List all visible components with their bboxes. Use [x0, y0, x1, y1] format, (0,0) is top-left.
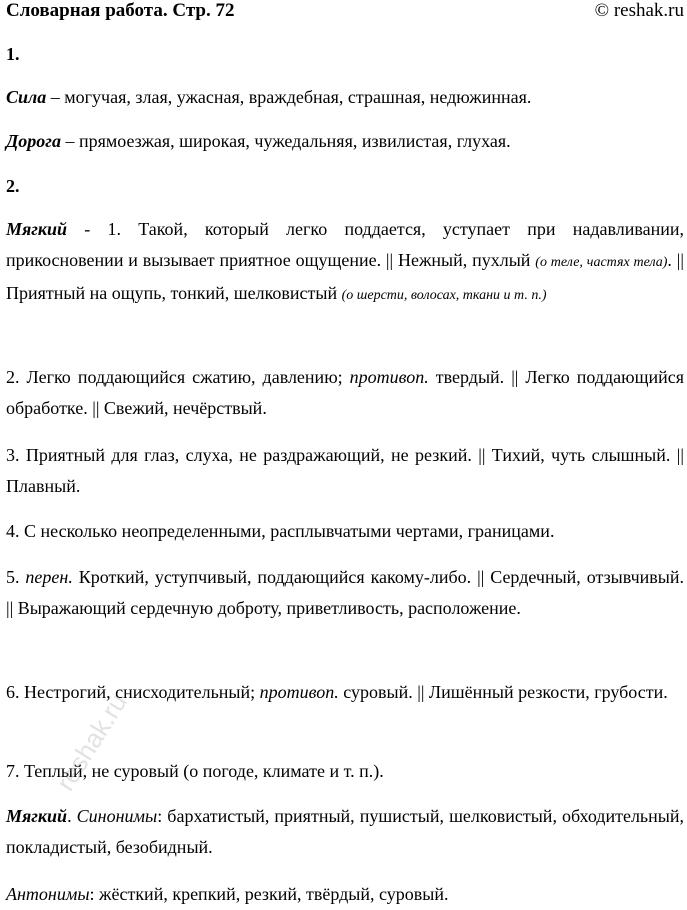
- definition-text: . || Приятный на ощупь, тонкий, шелковистый: [6, 250, 684, 303]
- definition-4: 4. С несколько неопределенными, расплывчатыми чертами, границами.: [6, 521, 555, 541]
- synonyms: [6, 801, 684, 863]
- usage-note: (о шерсти, волосах, ткани и т. п.): [341, 288, 547, 303]
- header: [6, 0, 684, 24]
- definition-sila: [6, 82, 684, 113]
- separator: .: [67, 806, 77, 826]
- watermark: reshak.ru: [50, 688, 133, 796]
- definition-5: [6, 562, 684, 624]
- term: Мягкий: [6, 219, 68, 239]
- definition-text: 6. Нестрогий, снисходительный;: [6, 682, 260, 702]
- definition-text: – прямоезжая, широкая, чужедальняя, извилистая, глухая.: [60, 131, 511, 151]
- definition-doroga: [6, 126, 684, 157]
- synonyms-label: Синонимы: [76, 806, 158, 826]
- section-1-number: 1.: [6, 44, 20, 64]
- definition-text: суровый. || Лишённый резкости, грубости.: [338, 682, 668, 702]
- definition-3: 3. Приятный для глаз, слуха, не раздражающий, не резкий. || Тихий, чуть слышный. || Плавный.: [6, 445, 684, 496]
- definition-text: - 1. Такой, который легко поддается, уступает при надавливании, прикосновении и вызывает приятное ощущение. || Нежный, пухлый: [6, 219, 684, 270]
- site-label: © reshak.ru: [594, 0, 684, 21]
- definition-prefix: 5.: [6, 567, 26, 587]
- antonyms: [6, 879, 684, 910]
- antonyms-text: : жёсткий, крепкий, резкий, твёрдый, суровый.: [89, 884, 449, 904]
- definition-text: Кроткий, уступчивый, поддающийся какому-либо. || Сердечный, отзывчивый. || Выражающий сердечную доброту, приветливость, расположение.: [6, 567, 684, 618]
- definition-text: 2. Легко поддающийся сжатию, давлению;: [6, 367, 350, 387]
- usage-note: (о теле, частях тела): [535, 255, 668, 270]
- synonyms-text: : бархатистый, приятный, пушистый, шелковистый, обходительный, покладистый, безобидный.: [6, 806, 684, 857]
- definition-6: [6, 677, 684, 708]
- definition-1: [6, 214, 684, 311]
- antonyms-label: Антонимы: [6, 884, 90, 904]
- section-2-number: 2.: [6, 176, 20, 196]
- definition-7: 7. Теплый, не суровый (о погоде, климате и т. п.).: [6, 761, 384, 781]
- definition-text: – могучая, злая, ужасная, враждебная, страшная, недюжинная.: [46, 87, 532, 107]
- term: Мягкий: [6, 806, 68, 826]
- term: Дорога: [6, 131, 61, 151]
- page-title: Словарная работа. Стр. 72: [6, 0, 235, 21]
- label-italic: противоп.: [349, 367, 429, 387]
- label-italic: перен.: [25, 567, 73, 587]
- definition-text: твердый. || Легко поддающийся обработке. || Свежий, нечёрствый.: [6, 367, 685, 418]
- definition-2: [6, 362, 684, 424]
- term: Сила: [6, 87, 47, 107]
- label-italic: противоп.: [259, 682, 339, 702]
